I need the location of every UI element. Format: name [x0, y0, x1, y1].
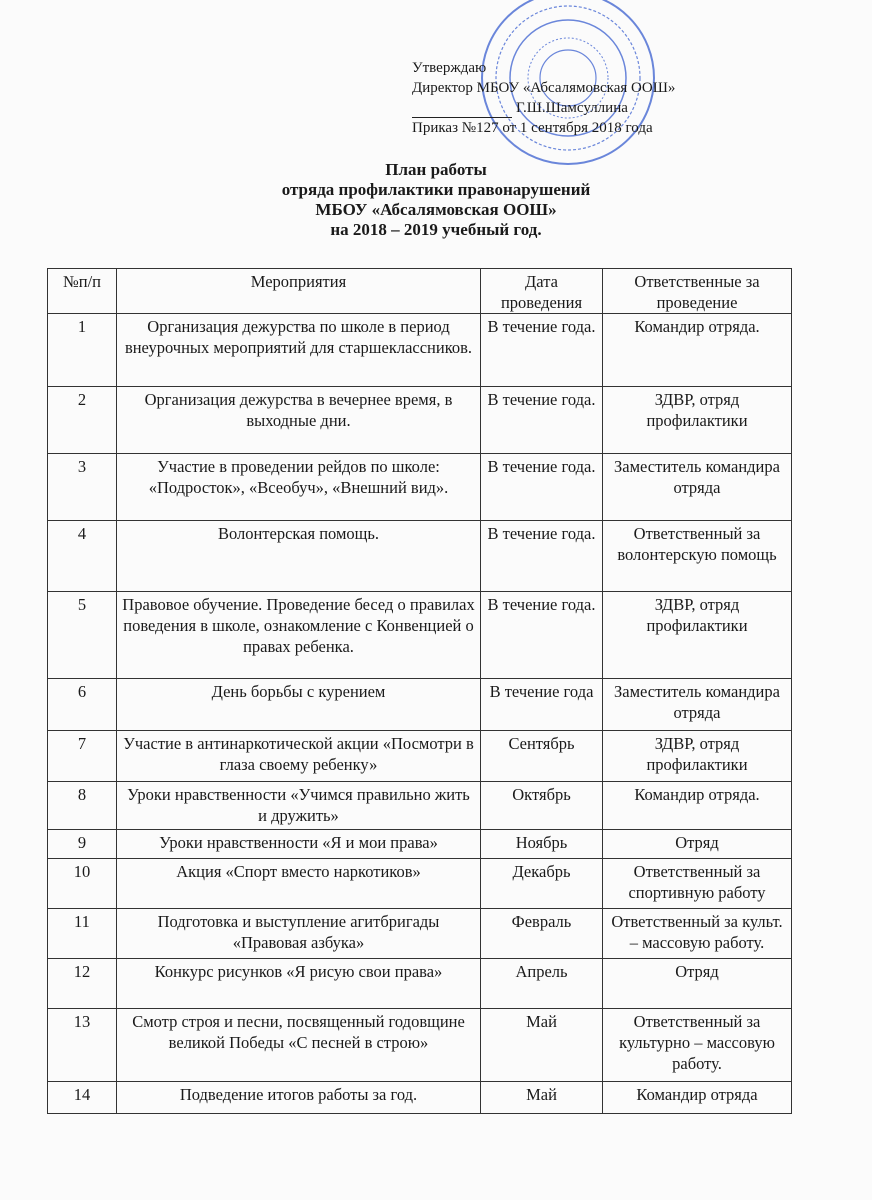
row-event: Конкурс рисунков «Я рисую свои права» [117, 959, 481, 1009]
table-row [48, 959, 792, 1009]
header-number: №п/п [48, 269, 117, 314]
table-row [48, 454, 792, 521]
title-line: на 2018 – 2019 учебный год. [330, 220, 542, 239]
plan-table [47, 268, 792, 1114]
table-row [48, 592, 792, 679]
header-responsible: Ответственные за проведение [603, 269, 792, 314]
approval-signatory: Г.Ш.Шамсуллина [516, 100, 628, 116]
header-event: Мероприятия [117, 269, 481, 314]
row-date: В течение года. [481, 454, 603, 521]
row-number: 2 [48, 387, 117, 454]
table-row [48, 782, 792, 830]
row-number: 8 [48, 782, 117, 830]
table-row [48, 859, 792, 909]
row-number: 14 [48, 1082, 117, 1114]
row-event: Участие в проведении рейдов по школе: «Подросток», «Всеобуч», «Внешний вид». [117, 454, 481, 521]
row-responsible: Ответственный за культурно – массовую работу. [603, 1009, 792, 1082]
row-event: Правовое обучение. Проведение бесед о правилах поведения в школе, ознакомление с Конвенцией о правах ребенка. [117, 592, 481, 679]
table-row [48, 830, 792, 859]
row-number: 11 [48, 909, 117, 959]
row-responsible: ЗДВР, отряд профилактики [603, 592, 792, 679]
row-date: Май [481, 1082, 603, 1114]
table-header-row [48, 269, 792, 314]
row-number: 3 [48, 454, 117, 521]
table-row [48, 1009, 792, 1082]
row-date: В течение года. [481, 314, 603, 387]
row-responsible: Ответственный за спортивную работу [603, 859, 792, 909]
row-event: Акция «Спорт вместо наркотиков» [117, 859, 481, 909]
row-responsible: Отряд [603, 830, 792, 859]
row-number: 10 [48, 859, 117, 909]
row-number: 9 [48, 830, 117, 859]
row-responsible: ЗДВР, отряд профилактики [603, 387, 792, 454]
table-row [48, 909, 792, 959]
approval-position: Директор МБОУ «Абсалямовская ООШ» [412, 80, 676, 96]
row-date: Декабрь [481, 859, 603, 909]
signature-line [412, 103, 512, 118]
row-responsible: Ответственный за волонтерскую помощь [603, 521, 792, 592]
row-responsible: Заместитель командира отряда [603, 454, 792, 521]
approval-label: Утверждаю [412, 60, 487, 76]
row-date: Октябрь [481, 782, 603, 830]
row-number: 1 [48, 314, 117, 387]
row-date: Февраль [481, 909, 603, 959]
row-responsible: Командир отряда. [603, 782, 792, 830]
approval-block [412, 58, 675, 138]
row-number: 5 [48, 592, 117, 679]
row-date: Май [481, 1009, 603, 1082]
row-number: 12 [48, 959, 117, 1009]
document-title [0, 160, 872, 240]
row-date: Ноябрь [481, 830, 603, 859]
row-number: 7 [48, 731, 117, 782]
row-number: 4 [48, 521, 117, 592]
row-responsible: Командир отряда [603, 1082, 792, 1114]
row-event: Участие в антинаркотической акции «Посмотри в глаза своему ребенку» [117, 731, 481, 782]
row-responsible: Отряд [603, 959, 792, 1009]
row-number: 6 [48, 679, 117, 731]
row-event: Подведение итогов работы за год. [117, 1082, 481, 1114]
title-line: МБОУ «Абсалямовская ООШ» [315, 200, 557, 219]
row-date: В течение года. [481, 521, 603, 592]
table-row [48, 521, 792, 592]
row-date: Апрель [481, 959, 603, 1009]
table-row [48, 314, 792, 387]
row-responsible: Заместитель командира отряда [603, 679, 792, 731]
row-number: 13 [48, 1009, 117, 1082]
table-row [48, 1082, 792, 1114]
row-event: Подготовка и выступление агитбригады «Правовая азбука» [117, 909, 481, 959]
title-line: отряда профилактики правонарушений [281, 180, 591, 199]
row-event: Уроки нравственности «Учимся правильно жить и дружить» [117, 782, 481, 830]
row-event: Организация дежурства по школе в период внеурочных мероприятий для старшеклассников. [117, 314, 481, 387]
title-line: План работы [385, 160, 487, 179]
row-responsible: ЗДВР, отряд профилактики [603, 731, 792, 782]
row-responsible: Командир отряда. [603, 314, 792, 387]
row-event: Волонтерская помощь. [117, 521, 481, 592]
table-row [48, 731, 792, 782]
row-event: День борьбы с курением [117, 679, 481, 731]
row-event: Смотр строя и песни, посвященный годовщине великой Победы «С песней в строю» [117, 1009, 481, 1082]
row-date: В течение года [481, 679, 603, 731]
approval-order: Приказ №127 от 1 сентября 2018 года [412, 120, 653, 136]
row-responsible: Ответственный за культ. – массовую работу. [603, 909, 792, 959]
row-date: В течение года. [481, 592, 603, 679]
row-event: Уроки нравственности «Я и мои права» [117, 830, 481, 859]
row-event: Организация дежурства в вечернее время, в выходные дни. [117, 387, 481, 454]
row-date: Сентябрь [481, 731, 603, 782]
table-row [48, 679, 792, 731]
header-date: Дата проведения [481, 269, 603, 314]
row-date: В течение года. [481, 387, 603, 454]
table-row [48, 387, 792, 454]
